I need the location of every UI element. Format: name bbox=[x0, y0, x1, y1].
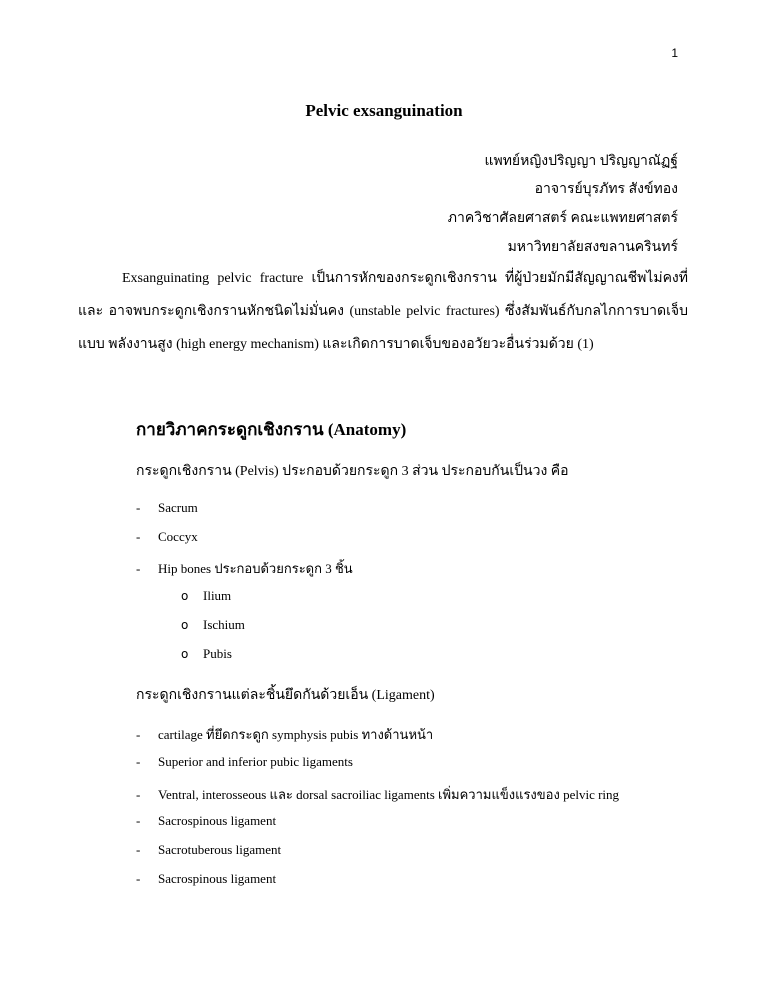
list-item-text: Sacrum bbox=[158, 500, 198, 515]
pelvis-intro: กระดูกเชิงกราน (Pelvis) ประกอบด้วยกระดูก 3 ส่วน ประกอบกันเป็นวง คือ bbox=[136, 464, 569, 479]
sub-list-item-text: Ilium bbox=[203, 588, 232, 603]
sub-bullet-marker: o bbox=[181, 618, 189, 632]
list-item bbox=[136, 754, 353, 770]
bullet-marker: - bbox=[136, 561, 141, 576]
list-item-text: cartilage ที่ยึดกระดูก symphysis pubis ทางด้านหน้า bbox=[158, 727, 434, 742]
list-item-text: Ventral, interosseous และ dorsal sacroiliac ligaments เพิ่มความแข็งแรงของ pelvic ring bbox=[158, 787, 620, 802]
list-item-text: Sacrospinous ligament bbox=[158, 871, 277, 886]
list-item bbox=[136, 529, 198, 545]
intro-paragraph-text: Exsanguinating pelvic fracture เป็นการหักของกระดูกเชิงกราน ที่ผู้ป่วยมักมีสัญญาณชีพไม่คงที่ และ อาจพบกระดูกเชิงกรานหักชนิดไม่มั่นคง (unstable pelvic fractures) ซึ่งสัมพันธ์กับกลไกการบาดเจ็บแบบ พลังงานสูง (high energy mechanism) และเกิดการบาดเจ็บของอวัยวะอื่นร่วมด้วย (1) bbox=[78, 271, 688, 352]
bullet-marker: - bbox=[136, 813, 141, 828]
list-item bbox=[136, 724, 433, 745]
author-name: แพทย์หญิงปริญญา ปริญญาณัฏฐ์ bbox=[484, 154, 678, 169]
sub-bullet-marker: o bbox=[181, 647, 189, 661]
bullet-marker: - bbox=[136, 754, 141, 769]
list-item-text: Sacrospinous ligament bbox=[158, 813, 277, 828]
sub-list-item bbox=[181, 617, 245, 633]
author-university: มหาวิทยาลัยสงขลานครินทร์ bbox=[507, 240, 678, 255]
list-item bbox=[136, 784, 619, 805]
list-item-text: Coccyx bbox=[158, 529, 198, 544]
list-item bbox=[136, 500, 198, 516]
list-item-text: Superior and inferior pubic ligaments bbox=[158, 754, 353, 769]
sub-list-item bbox=[181, 646, 232, 662]
author-name: อาจารย์บุรภัทร สังข์ทอง bbox=[534, 182, 678, 197]
list-item-text: Hip bones ประกอบด้วยกระดูก 3 ชิ้น bbox=[158, 561, 353, 576]
list-item bbox=[136, 813, 276, 829]
list-item bbox=[136, 871, 276, 887]
sub-list-item-text: Pubis bbox=[203, 646, 232, 661]
bullet-marker: - bbox=[136, 500, 141, 515]
document-title: Pelvic exsanguination bbox=[305, 101, 463, 120]
section-heading: กายวิภาคกระดูกเชิงกราน (Anatomy) bbox=[136, 420, 407, 439]
sub-bullet-marker: o bbox=[181, 589, 189, 603]
bullet-marker: - bbox=[136, 727, 141, 742]
sub-list-item bbox=[181, 588, 231, 604]
list-item bbox=[136, 558, 353, 579]
list-item-text: Sacrotuberous ligament bbox=[158, 842, 282, 857]
bullet-marker: - bbox=[136, 787, 141, 802]
author-department: ภาควิชาศัลยศาสตร์ คณะแพทยศาสตร์ bbox=[447, 211, 678, 226]
bullet-marker: - bbox=[136, 529, 141, 544]
sub-list-item-text: Ischium bbox=[203, 617, 245, 632]
list-item bbox=[136, 842, 281, 858]
intro-paragraph bbox=[78, 262, 688, 361]
bullet-marker: - bbox=[136, 871, 141, 886]
ligament-intro: กระดูกเชิงกรานแต่ละชิ้นยึดกันด้วยเอ็น (Ligament) bbox=[136, 688, 435, 703]
page-number: 1 bbox=[671, 46, 678, 60]
bullet-marker: - bbox=[136, 842, 141, 857]
